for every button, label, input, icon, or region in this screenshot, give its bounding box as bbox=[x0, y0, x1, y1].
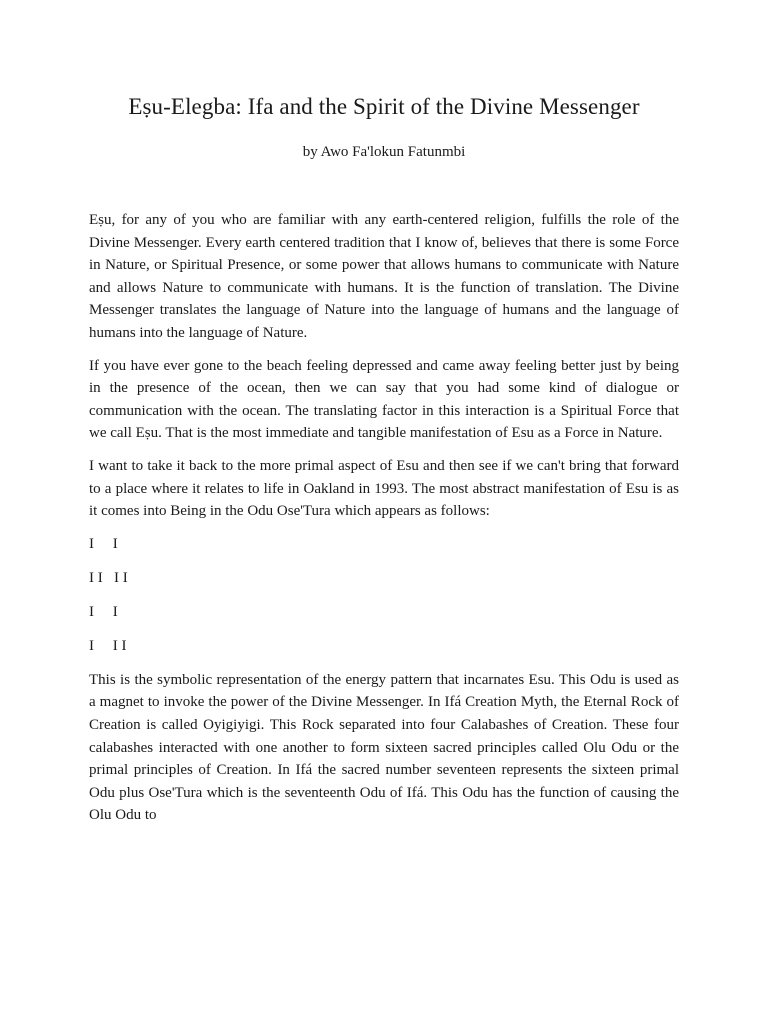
paragraph-3: I want to take it back to the more primal aspect of Esu and then see if we can't bring that forward to a place where it relates to life in Oakland in 1993. The most abstract manifestation of Esu is as it comes into Being in the Odu Ose'Tura which appears as follows: bbox=[89, 457, 679, 520]
odu-line-4: I I I bbox=[89, 637, 127, 654]
paragraph-2: If you have ever gone to the beach feeling depressed and came away feeling better just by being in the presence of the ocean, then we can say that you had some kind of dialogue or communication with the ocean. The translating factor in this interaction is a Spiritual Force that we call Eṣu. That is the most immediate and tangible manifestation of Esu as a Force in Nature. bbox=[89, 357, 679, 442]
document-body bbox=[89, 209, 679, 827]
document-title: Eṣu-Elegba: Ifa and the Spirit of the Divine Messenger bbox=[128, 94, 640, 119]
author-byline: by Awo Fa'lokun Fatunmbi bbox=[302, 144, 466, 160]
paragraph-4: This is the symbolic representation of the energy pattern that incarnates Esu. This Odu is used as a magnet to invoke the power of the Divine Messenger. In Ifá Creation Myth, the Eternal Rock of Creation is called Oyigiyigi. This Rock separated into four Calabashes of Creation. These four calabashes interacted with one another to form sixteen sacred principles called Olu Odu or the primal principles of Creation. In Ifá the sacred number seventeen represents the sixteen primal Odu plus Ose'Tura which is the seventeenth Odu of Ifá. This Odu has the function of causing the Olu Odu to bbox=[89, 671, 679, 824]
odu-line-1: I I bbox=[89, 535, 118, 552]
odu-line-2: I I I I bbox=[89, 569, 128, 586]
paragraph-1: Eṣu, for any of you who are familiar with any earth-centered religion, fulfills the role of the Divine Messenger. Every earth centered tradition that I know of, believes that there is some Force in Nature, or Spiritual Presence, or some power that allows humans to communicate with Nature and allows Nature to communicate with humans. It is the function of translation. The Divine Messenger translates the language of Nature into the language of humans and the language of humans into the language of Nature. bbox=[89, 212, 679, 341]
odu-line-3: I I bbox=[89, 603, 118, 620]
odu-ose-tura-figure bbox=[89, 533, 679, 657]
